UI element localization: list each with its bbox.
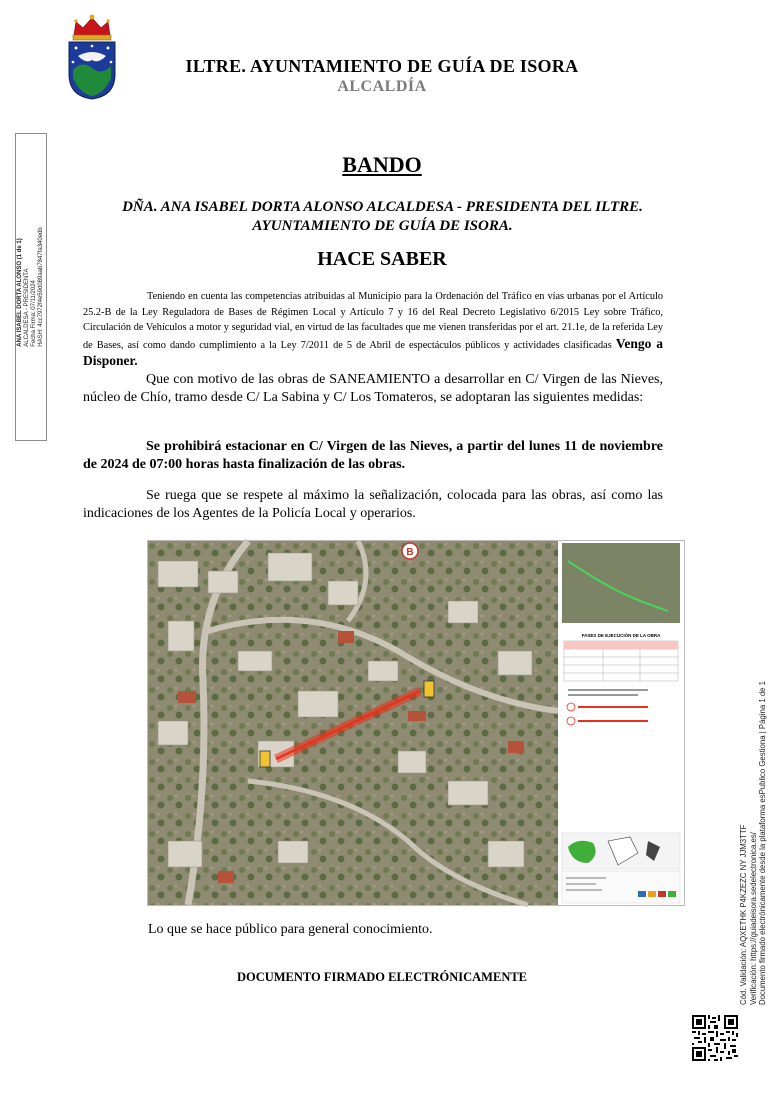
- dispose-phrase: Vengo a Disponer.: [83, 335, 663, 368]
- parking-ban-paragraph: [83, 438, 663, 474]
- validation-url: Verificación: https://guiadeisora.sedelectronica.es/: [748, 832, 758, 1006]
- qr-code-icon: [692, 1015, 738, 1061]
- closing-statement: Lo que se hace público para general conocimiento.: [148, 922, 433, 937]
- section-heading: HACE SABER: [317, 248, 447, 270]
- request-paragraph: [83, 487, 663, 523]
- municipal-crest-icon: [64, 12, 120, 100]
- validation-code: Cód. Validación: AQXETHK P4KZEZC NY JJM3TTF: [738, 824, 748, 1006]
- parking-ban-text: Se prohibirá estacionar en C/ Virgen de las Nieves, a partir del lunes 11 de noviembre de 2024 de 07:00 horas hasta finalización de las obras.: [83, 439, 663, 472]
- signed-electronically-notice: DOCUMENTO FIRMADO ELECTRÓNICAMENTE: [236, 970, 528, 984]
- intro-text: Teniendo en cuenta las competencias atribuidas al Municipio para la Ordenación del Tráfico en vías urbanas por el Artículo 25.2-B de la Ley Reguladora de Bases de Régimen Local y Artículo 7 y 16 del Real Decreto Legislativo 6/2015 Ley sobre Tráfico, Circulación de Vehículos a motor y seguridad vial, en virtud de las facultades que me vienen transferidas por el art. 21.1e, de la referida Ley de Bases, así como dando cumplimiento a la Ley 7/2011 de 5 de Abril de espectáculos públicos y actividades clasificadas: [83, 291, 663, 351]
- signature-role: ALCALDESA - PRESIDENTA: [24, 268, 30, 347]
- request-text: Se ruega que se respete al máximo la señalización, colocada para las obras, así como las indicaciones de los Agentes de la Policía Local y operarios.: [83, 488, 663, 521]
- document-title: BANDO: [342, 152, 422, 177]
- organization-department: ALCALDÍA: [337, 78, 427, 95]
- map-marker-label: B: [406, 547, 414, 558]
- intro-paragraph: [83, 289, 663, 371]
- validation-platform: Documento firmado electrónicamente desde la plataforma esPublico Gestiona | Página 1 de 1: [757, 680, 767, 1006]
- measures-paragraph: [83, 371, 663, 407]
- signature-stamp: [15, 133, 47, 441]
- validation-notice: [736, 678, 770, 1008]
- works-area-map: [147, 540, 685, 906]
- organization-name: ILTRE. AYUNTAMIENTO DE GUÍA DE ISORA: [185, 56, 579, 76]
- legend-heading: FASES DE EJECUCIÓN DE LA OBRA: [581, 633, 661, 638]
- signature-hash: HASH: 4cc7972f4e59d089aab7847fa340edb: [38, 227, 44, 347]
- signature-signer: ANA ISABEL DORTA ALONSO (1 de 1): [17, 238, 23, 347]
- measures-text: Que con motivo de las obras de SANEAMIENTO a desarrollar en C/ Virgen de las Nieves, núcleo de Chío, tramo desde C/ La Sabina y C/ Los Tomateros, se adoptaran las siguientes medidas:: [83, 372, 663, 405]
- signature-date: Fecha Firma: 07/11/2024: [31, 280, 37, 347]
- signer-line: DÑA. ANA ISABEL DORTA ALONSO ALCALDESA - PRESIDENTA DEL ILTRE. AYUNTAMIENTO DE GUÍA DE ISORA.: [122, 199, 643, 234]
